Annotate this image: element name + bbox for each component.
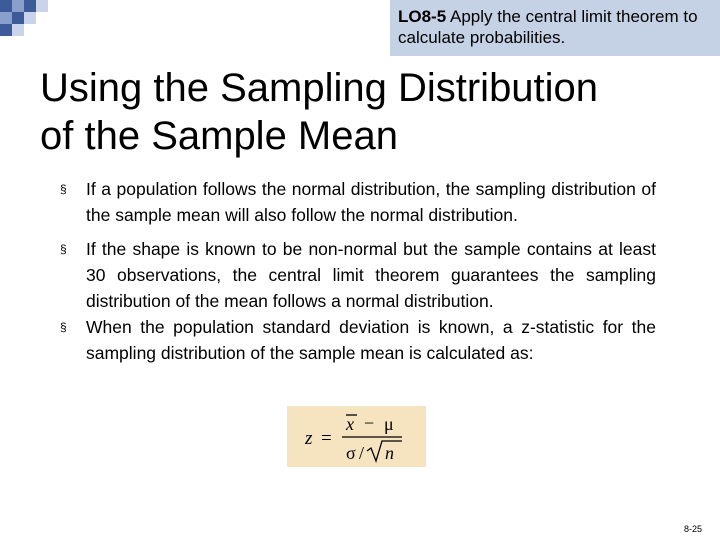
bullet-text: If a population follows the normal distribution, the sampling distribution of the sample mean will also follow the normal distribution.: [86, 179, 656, 225]
lo-text: Apply the central limit theorem to calculate probabilities.: [398, 7, 698, 47]
deco-square: [24, 12, 36, 24]
deco-square: [12, 0, 24, 12]
learning-objective-box: [390, 0, 720, 56]
page-number: 8-25: [683, 524, 702, 534]
bullet-item: [60, 314, 656, 366]
bullet-item: [60, 176, 656, 228]
deco-square: [0, 0, 12, 12]
bullet-item: [60, 236, 656, 314]
formula-n: n: [385, 443, 394, 463]
lo-code: LO8-5: [398, 7, 447, 26]
formula-slash: /: [359, 443, 365, 463]
formula-x: x: [346, 414, 354, 434]
bullet-marker-icon: §: [60, 320, 67, 334]
bullet-text: When the population standard deviation is known, a z-statistic for the sampling distribution of the sample mean is calculated as:: [86, 317, 656, 363]
bullet-list: [60, 176, 656, 366]
bullet-marker-icon: §: [60, 242, 67, 256]
formula-equals: =: [321, 428, 332, 449]
bullet-text: If the shape is known to be non-normal but the sample contains at least 30 observations, the central limit theorem guarantees the sampling distribution of the mean follows a normal distribution.: [86, 239, 656, 311]
formula-mu: μ: [384, 414, 394, 434]
slide-title: [40, 64, 700, 160]
deco-square: [0, 24, 12, 36]
deco-square: [12, 24, 24, 36]
bullet-marker-icon: §: [60, 182, 67, 196]
decorative-squares: [0, 0, 60, 40]
z-statistic-formula: [287, 406, 426, 467]
slide-title-line2: of the Sample Mean: [40, 114, 398, 158]
deco-square: [24, 0, 36, 12]
deco-square: [36, 0, 48, 12]
deco-square: [12, 12, 24, 24]
deco-square: [0, 12, 12, 24]
formula-z: z: [305, 428, 313, 449]
formula-minus: −: [364, 413, 375, 433]
formula-graphic: [287, 406, 426, 467]
formula-sigma: σ: [346, 443, 356, 463]
slide-title-line1: Using the Sampling Distribution: [40, 66, 599, 110]
